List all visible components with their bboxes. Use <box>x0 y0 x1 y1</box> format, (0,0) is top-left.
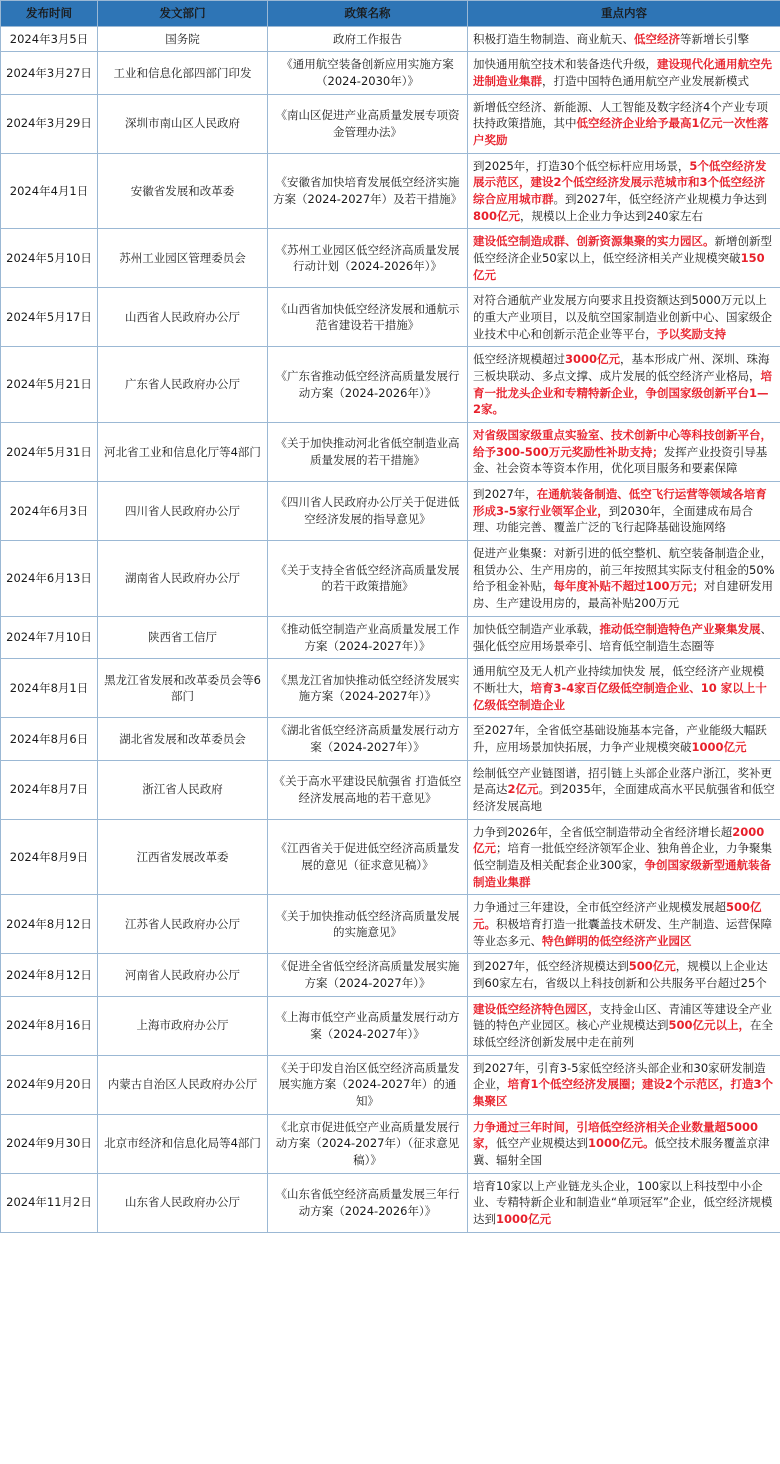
cell-policy-name: 《四川省人民政府办公厅关于促进低空经济发展的指导意见》 <box>268 482 468 541</box>
cell-department: 安徽省发展和改革委 <box>98 153 268 229</box>
cell-policy-name: 《关于印发自治区低空经济高质量发展实施方案（2024-2027年）的通知》 <box>268 1055 468 1114</box>
table-row <box>1 895 780 954</box>
cell-department: 山东省人民政府办公厅 <box>98 1173 268 1232</box>
cell-department: 陕西省工信厅 <box>98 616 268 658</box>
body-text: 新增低空经济、新能源、人工智能及数字经济4个产业专项扶持政策措施，其中 <box>473 99 768 131</box>
highlight-text: 予以奖励支持 <box>657 326 726 341</box>
cell-department: 四川省人民政府办公厅 <box>98 482 268 541</box>
cell-key-content <box>468 895 780 954</box>
body-text: 低空技术服务覆盖京津冀、辐射全国 <box>473 1136 770 1167</box>
table-row <box>1 52 780 94</box>
table-row <box>1 26 780 52</box>
body-text: 绘制低空产业链图谱，招引链上头部企业落户浙江，奖补更是高达 <box>473 765 772 797</box>
cell-key-content <box>468 1055 780 1114</box>
body-text: 对自建研发用房、生产建设用房的，最高补贴200万元 <box>473 579 774 611</box>
body-text: ；培育一批低空经济领军企业、独角兽企业，力争聚集低空制造及相关配套企业300家， <box>473 841 772 872</box>
highlight-text: 低空经济 <box>634 31 680 46</box>
table-row <box>1 718 780 760</box>
body-text: 通用航空及无人机产业持续加快发 展，低空经济产业规模不断壮大， <box>473 664 765 695</box>
cell-department: 河北省工业和信息化厅等4部门 <box>98 423 268 482</box>
cell-key-content <box>468 423 780 482</box>
cell-date: 2024年8月6日 <box>1 718 98 760</box>
cell-policy-name: 《黑龙江省加快推动低空经济发展实施方案（2024-2027年）》 <box>268 659 468 718</box>
cell-key-content <box>468 659 780 718</box>
body-text: 培育10家以上产业链龙头企业，100家以上科技型中小企业、专精特新企业和制造业“单项冠军”企业，低空经济规模达到 <box>473 1178 773 1226</box>
body-text: 发挥产业投资引导基金、社会资本等资本作用，优化项目服务和要素保障 <box>473 444 768 476</box>
body-text: 到2027年，引育3-5家低空经济头部企业和30家研发制造企业， <box>473 1060 766 1092</box>
cell-policy-name: 《关于支持全省低空经济高质量发展的若干政策措施》 <box>268 541 468 617</box>
body-text: 低空产业规模达到 <box>496 1136 588 1151</box>
body-text: 等新增长引擎 <box>680 31 749 46</box>
cell-date: 2024年5月10日 <box>1 229 98 288</box>
cell-department: 深圳市南山区人民政府 <box>98 94 268 153</box>
cell-date: 2024年5月17日 <box>1 288 98 347</box>
body-text: 。到2035年，全面建成高水平民航强省和低空经济发展高地 <box>473 782 775 813</box>
table-row <box>1 153 780 229</box>
cell-date: 2024年8月12日 <box>1 895 98 954</box>
cell-date: 2024年5月21日 <box>1 347 98 423</box>
body-text: 。到2027年，低空经济产业规模力争达到 <box>553 192 767 207</box>
body-text: ，打造中国特色通用航空产业发展新模式 <box>542 74 749 89</box>
column-header-policy-name: 政策名称 <box>268 1 468 27</box>
body-text: 到2030年，全面建成布局合理、功能完善、覆盖广泛的飞行起降基础设施网络 <box>473 503 754 535</box>
table-row <box>1 94 780 153</box>
body-text: 、强化低空应用场景牵引、培育低空制造生态圈等 <box>473 621 772 653</box>
table-row <box>1 659 780 718</box>
cell-policy-name: 《上海市低空产业高质量发展行动方案（2024-2027年）》 <box>268 996 468 1055</box>
table-row <box>1 760 780 819</box>
cell-department: 河南省人民政府办公厅 <box>98 954 268 996</box>
cell-date: 2024年3月27日 <box>1 52 98 94</box>
highlight-text: 建设低空制造成群、创新资源集聚的实力园区。 <box>473 234 715 249</box>
cell-date: 2024年8月1日 <box>1 659 98 718</box>
highlight-text: 5个低空经济发展示范区，建设2个低空经济发展示范城市和3个低空经济综合应用城市群 <box>473 158 767 207</box>
body-text: 力争通过三年建设，全市低空经济产业规模发展超 <box>473 900 726 915</box>
cell-policy-name: 《江西省关于促进低空经济高质量发展的意见（征求意见稿）》 <box>268 819 468 895</box>
cell-policy-name: 《山东省低空经济高质量发展三年行动方案（2024-2026年）》 <box>268 1173 468 1232</box>
cell-department: 苏州工业园区管理委员会 <box>98 229 268 288</box>
cell-date: 2024年8月9日 <box>1 819 98 895</box>
highlight-text: 800亿元 <box>473 208 521 223</box>
cell-policy-name: 《推动低空制造产业高质量发展工作方案（2024-2027年）》 <box>268 616 468 658</box>
cell-key-content <box>468 616 780 658</box>
cell-department: 国务院 <box>98 26 268 52</box>
cell-key-content <box>468 954 780 996</box>
cell-policy-name: 《南山区促进产业高质量发展专项资金管理办法》 <box>268 94 468 153</box>
body-text: 在全球低空经济创新发展中走在前列 <box>473 1018 774 1049</box>
cell-date: 2024年3月5日 <box>1 26 98 52</box>
highlight-text: 500亿元 <box>628 959 676 974</box>
highlight-text: 特色鲜明的低空经济产业园区 <box>542 933 692 948</box>
body-text: 至2027年，全省低空基础设施基本完备，产业能级大幅跃升，应用场景加快拓展，力争产业规模突破 <box>473 723 767 754</box>
cell-date: 2024年7月10日 <box>1 616 98 658</box>
cell-key-content <box>468 718 780 760</box>
cell-department: 浙江省人民政府 <box>98 760 268 819</box>
table-row <box>1 1055 780 1114</box>
cell-policy-name: 《促进全省低空经济高质量发展实施方案（2024-2027年）》 <box>268 954 468 996</box>
body-text: 加快通用航空技术和装备迭代升级， <box>473 57 657 72</box>
highlight-text: 500亿元。 <box>473 900 762 931</box>
body-text: 到2025年，打造30个低空标杆应用场景， <box>473 158 690 173</box>
cell-department: 江西省发展改革委 <box>98 819 268 895</box>
cell-department: 上海市政府办公厅 <box>98 996 268 1055</box>
table-row <box>1 288 780 347</box>
cell-key-content <box>468 26 780 52</box>
cell-date: 2024年11月2日 <box>1 1173 98 1232</box>
cell-key-content <box>468 482 780 541</box>
cell-date: 2024年8月16日 <box>1 996 98 1055</box>
body-text: 促进产业集聚：对新引进的低空整机、航空装备制造企业，租赁办公、生产用房的，前三年按照其实际支付租金的50%给予租金补贴， <box>473 546 775 594</box>
table-row <box>1 347 780 423</box>
cell-policy-name: 《山西省加快低空经济发展和通航示范省建设若干措施》 <box>268 288 468 347</box>
table-body <box>1 26 780 1232</box>
highlight-text: 在通航装备制造、低空飞行运营等领域各培育形成3-5家行业领军企业， <box>473 487 767 518</box>
table-row <box>1 996 780 1055</box>
cell-policy-name: 《湖北省低空经济高质量发展行动方案（2024-2027年）》 <box>268 718 468 760</box>
table-row <box>1 1173 780 1232</box>
table-header-row <box>1 1 780 27</box>
body-text: 到2027年， <box>473 487 537 502</box>
table-row <box>1 229 780 288</box>
highlight-text: 培育1个低空经济发展圈；建设2个示范区，打造3个集聚区 <box>473 1077 774 1108</box>
body-text: 到2027年，低空经济规模达到 <box>473 959 629 974</box>
cell-policy-name: 《关于高水平建设民航强省 打造低空经济发展高地的若干意见》 <box>268 760 468 819</box>
cell-key-content <box>468 760 780 819</box>
cell-key-content <box>468 288 780 347</box>
highlight-text: 2000亿元 <box>473 824 765 856</box>
cell-date: 2024年5月31日 <box>1 423 98 482</box>
body-text: ，基本形成广州、深圳、珠海三板块联动、多点文撑、成片发展的低空经济产业格局， <box>473 352 770 384</box>
cell-policy-name: 《通用航空装备创新应用实施方案（2024-2030年）》 <box>268 52 468 94</box>
cell-policy-name: 《广东省推动低空经济高质量发展行动方案（2024-2026年）》 <box>268 347 468 423</box>
cell-policy-name: 《关于加快推动河北省低空制造业高质量发展的若干措施》 <box>268 423 468 482</box>
highlight-text: 低空经济企业给予最高1亿元一次性落户奖励 <box>473 116 769 148</box>
cell-key-content <box>468 52 780 94</box>
body-text: 积极培育打造一批囊盖技术研发、生产制造、运营保障等业态多元、 <box>473 916 772 948</box>
highlight-text: 每年度补贴不超过100万元； <box>553 579 705 594</box>
cell-department: 湖南省人民政府办公厅 <box>98 541 268 617</box>
highlight-text: 1000亿元 <box>691 739 747 754</box>
cell-department: 内蒙古自治区人民政府办公厅 <box>98 1055 268 1114</box>
body-text: 加快低空制造产业承载， <box>473 621 600 636</box>
cell-date: 2024年4月1日 <box>1 153 98 229</box>
highlight-text: 1000亿元。 <box>588 1136 655 1151</box>
cell-key-content <box>468 229 780 288</box>
highlight-text: 推动低空制造特色产业聚集发展 <box>599 621 761 636</box>
highlight-text: 争创国家级新型通航装备制造业集群 <box>473 857 771 889</box>
table-row <box>1 954 780 996</box>
cell-key-content <box>468 1114 780 1173</box>
highlight-text: 力争通过三年时间，引培低空经济相关企业数量超5000家， <box>473 1119 759 1151</box>
column-header-department: 发文部门 <box>98 1 268 27</box>
highlight-text: 建设低空经济特色园区， <box>473 1001 600 1016</box>
cell-department: 湖北省发展和改革委员会 <box>98 718 268 760</box>
table-row <box>1 541 780 617</box>
cell-key-content <box>468 153 780 229</box>
body-text: 积极打造生物制造、商业航天、 <box>473 31 634 46</box>
highlight-text: 3000亿元 <box>565 352 621 367</box>
body-text: 对符合通航产业发展方向要求且投资额达到5000万元以上的重大产业项目，以及航空国家制造业创新中心、国家级企业技术中心和创新示范企业等平台， <box>473 293 772 341</box>
cell-department: 江苏省人民政府办公厅 <box>98 895 268 954</box>
cell-date: 2024年6月13日 <box>1 541 98 617</box>
cell-date: 2024年9月20日 <box>1 1055 98 1114</box>
highlight-text: 1000亿元 <box>496 1211 552 1226</box>
table-row <box>1 423 780 482</box>
cell-key-content <box>468 541 780 617</box>
cell-policy-name: 《苏州工业园区低空经济高质量发展行动计划（2024-2026年）》 <box>268 229 468 288</box>
column-header-key-content: 重点内容 <box>468 1 780 27</box>
cell-department: 北京市经济和信息化局等4部门 <box>98 1114 268 1173</box>
highlight-text: 培育一批龙头企业和专精特新企业，争创国家级创新平台1—2家。 <box>473 369 772 417</box>
highlight-text: 500亿元以上， <box>668 1018 751 1033</box>
cell-policy-name: 《北京市促进低空产业高质量发展行动方案（2024-2027年）（征求意见稿）》 <box>268 1114 468 1173</box>
table-header <box>1 1 780 27</box>
highlight-text: 建设现代化通用航空先进制造业集群 <box>473 57 772 89</box>
cell-policy-name: 《安徽省加快培育发展低空经济实施方案（2024-2027年）及若干措施》 <box>268 153 468 229</box>
cell-date: 2024年8月12日 <box>1 954 98 996</box>
cell-key-content <box>468 94 780 153</box>
cell-key-content <box>468 1173 780 1232</box>
highlight-text: 150亿元 <box>473 251 765 282</box>
table-row <box>1 1114 780 1173</box>
highlight-text: 2亿元 <box>507 782 539 797</box>
column-header-date: 发布时间 <box>1 1 98 27</box>
body-text: 低空经济规模超过 <box>473 352 565 367</box>
table-row <box>1 482 780 541</box>
cell-policy-name: 《关于加快推动低空经济高质量发展的实施意见》 <box>268 895 468 954</box>
cell-department: 山西省人民政府办公厅 <box>98 288 268 347</box>
cell-department: 工业和信息化部四部门印发 <box>98 52 268 94</box>
table-row <box>1 819 780 895</box>
cell-key-content <box>468 819 780 895</box>
cell-date: 2024年6月3日 <box>1 482 98 541</box>
table-row <box>1 616 780 658</box>
cell-key-content <box>468 996 780 1055</box>
cell-date: 2024年8月7日 <box>1 760 98 819</box>
body-text: 力争到2026年，全省低空制造带动全省经济增长超 <box>473 824 733 839</box>
cell-key-content <box>468 347 780 423</box>
body-text: ，规模以上企业达到60家左右，省级以上科技创新和公共服务平台超过25个 <box>473 959 768 990</box>
body-text: 新增创新型低空经济企业50家以上，低空经济相关产业规模突破 <box>473 234 772 266</box>
highlight-text: 培育3-4家百亿级低空制造企业、10 家以上十亿级低空制造企业 <box>473 680 767 712</box>
cell-department: 黑龙江省发展和改革委员会等6部门 <box>98 659 268 718</box>
cell-date: 2024年9月30日 <box>1 1114 98 1173</box>
cell-policy-name: 政府工作报告 <box>268 26 468 52</box>
cell-department: 广东省人民政府办公厅 <box>98 347 268 423</box>
body-text: 支持金山区、青浦区等建设全产业链的特色产业园区。核心产业规模达到 <box>473 1001 772 1033</box>
cell-date: 2024年3月29日 <box>1 94 98 153</box>
body-text: ，规模以上企业力争达到240家左右 <box>520 208 703 223</box>
highlight-text: 对省级国家级重点实验室、技术创新中心等科技创新平台，给予300-500万元奖励性补助支持； <box>473 428 772 459</box>
